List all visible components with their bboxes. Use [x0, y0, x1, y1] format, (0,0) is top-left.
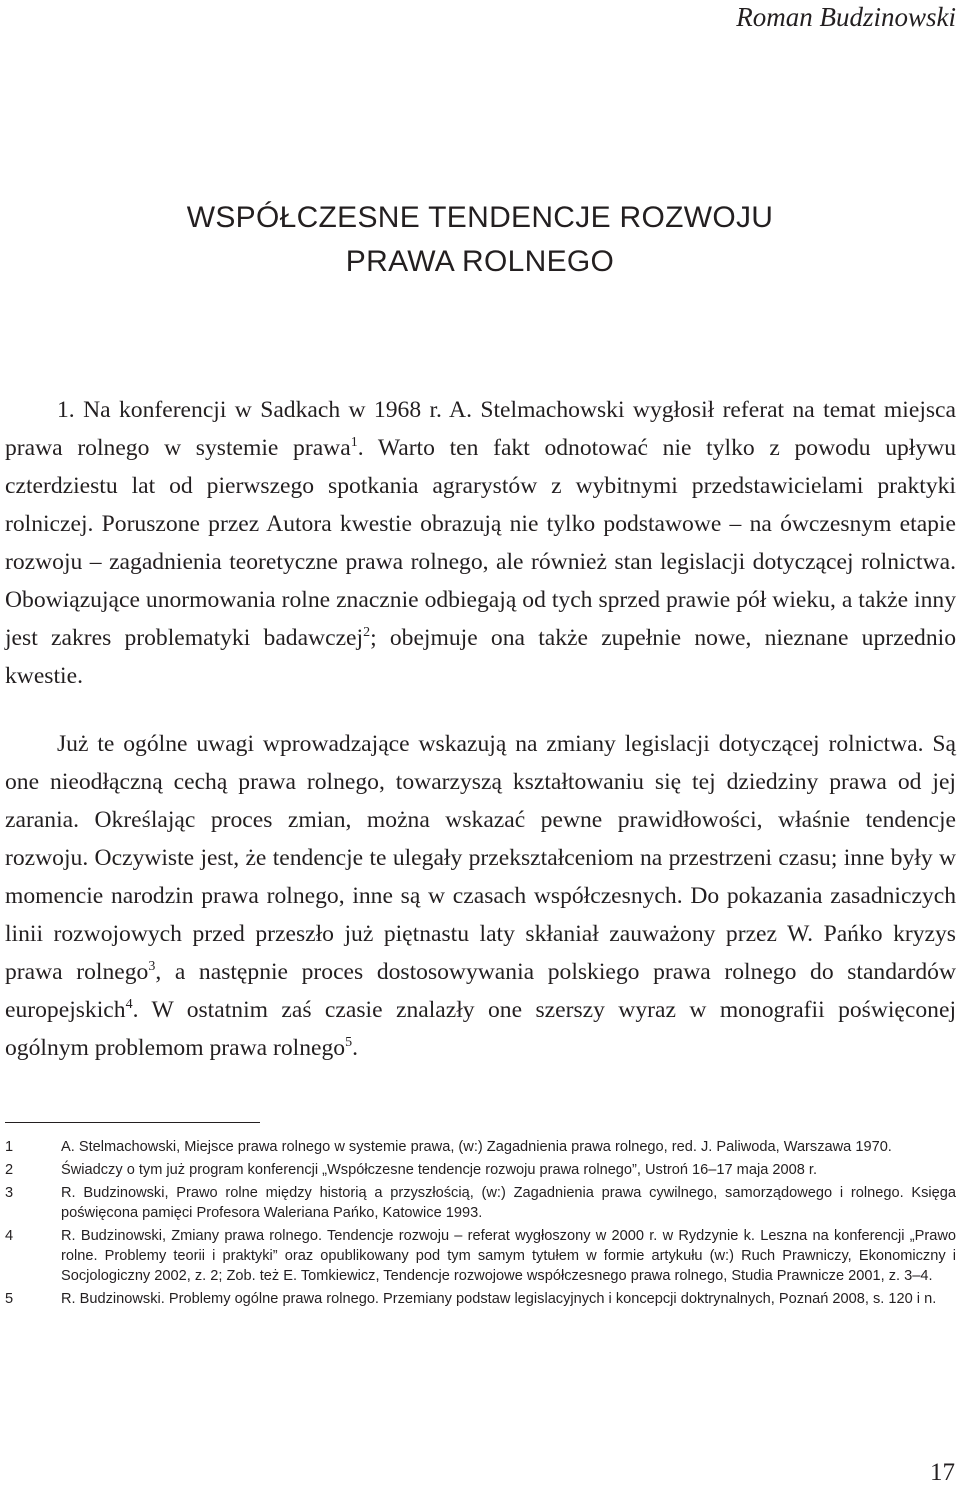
- page-number: 17: [930, 1459, 955, 1486]
- title-line-1: WSPÓŁCZESNE TENDENCJE ROZWOJU: [186, 201, 774, 234]
- paragraph-1: [5, 391, 956, 695]
- footnote-3: [5, 1183, 956, 1223]
- footnote-text: R. Budzinowski, Prawo rolne między historią a przyszłością, (w:) Zagadnienia prawa cywilnego, samorządowego i rolnego. Księga poświęcona pamięci Profesora Waleriana Pańko, Katowice 1993.: [61, 1185, 956, 1221]
- article-body: [5, 391, 956, 1067]
- footnote-text: R. Budzinowski, Zmiany prawa rolnego. Tendencje rozwoju – referat wygłoszony w 2000 r. w Rydzynie k. Leszna na konferencji „Prawo rolne. Problemy teorii i praktyki” oraz opublikowany pod tym samym tytułem w formie artykułu (w:) Ruch Prawniczy, Ekonomiczny i Socjologiczny 2002, z. 2; Zob. też E. Tomkiewicz, Tendencje rozwojowe współczesnego prawa rolnego, Studia Prawnicze 2001, z. 3–4.: [61, 1228, 956, 1284]
- footnote-number: 1: [5, 1139, 14, 1155]
- paragraph-2: [5, 725, 956, 1067]
- footnotes: [5, 1137, 956, 1312]
- paragraph-2-part-d: .: [352, 1035, 358, 1061]
- footnote-4: [5, 1226, 956, 1286]
- footnote-2: [5, 1160, 956, 1180]
- footnote-number: 3: [5, 1185, 14, 1201]
- article-title: [0, 196, 960, 284]
- footnote-ref-2[interactable]: 2: [363, 625, 371, 641]
- footnote-separator: [5, 1122, 260, 1123]
- footnote-text: R. Budzinowski. Problemy ogólne prawa rolnego. Przemiany podstaw legislacyjnych i koncepcji doktrynalnych, Poznań 2008, s. 120 i n.: [61, 1291, 937, 1307]
- footnote-number: 5: [5, 1291, 14, 1307]
- paragraph-1-part-c: ; obejmuje ona także zupełnie nowe, nieznane uprzednio kwestie.: [5, 625, 956, 689]
- footnote-text: A. Stelmachowski, Miejsce prawa rolnego w systemie prawa, (w:) Zagadnienia prawa rolnego, red. J. Paliwoda, Warszawa 1970.: [61, 1139, 892, 1155]
- footnote-number: 4: [5, 1228, 14, 1244]
- footnote-ref-3[interactable]: 3: [148, 959, 156, 975]
- footnote-ref-4[interactable]: 4: [125, 997, 133, 1013]
- paragraph-1-part-a: 1. Na konferencji w Sadkach w 1968 r. A. Stelmachowski wygłosił referat na temat miejsca prawa rolnego w systemie prawa: [5, 397, 956, 461]
- paragraph-2-part-c: . W ostatnim zaś czasie znalazły one szerszy wyraz w monografii poświęconej ogólnym problemom prawa rolnego: [5, 997, 956, 1061]
- footnote-ref-1[interactable]: 1: [350, 435, 358, 451]
- paragraph-1-part-b: . Warto ten fakt odnotować nie tylko z powodu upływu czterdziestu lat od pierwszego spotkania agrarystów z wybitnymi przedstawicielami praktyki rolniczej. Poruszone przez Autora kwestie obrazują nie tylko podstawowe – na ówczesnym etapie rozwoju – zagadnienia teoretyczne prawa rolnego, ale również stan legislacji dotyczącej rolnictwa. Obowiązujące unormowania rolne znacznie odbiegają od tych sprzed prawie pół wieku, a także inny jest zakres problematyki badawczej: [5, 435, 956, 651]
- paragraph-2-part-b: , a następnie proces dostosowywania polskiego prawa rolnego do standardów europejskich: [5, 959, 956, 1023]
- title-line-2: PRAWA ROLNEGO: [345, 245, 615, 278]
- footnote-5: [5, 1289, 956, 1309]
- paragraph-2-part-a: Już te ogólne uwagi wprowadzające wskazują na zmiany legislacji dotyczącej rolnictwa. Są one nieodłączną cechą prawa rolnego, towarzyszą kształtowaniu się tej dziedziny prawa od jej zarania. Określając proces zmian, można wskazać pewne prawidłowości, właśnie tendencje rozwoju. Oczywiste jest, że tendencje te ulegały przekształceniom na przestrzeni czasu; inne były w momencie narodzin prawa rolnego, inne są w czasach współczesnych. Do pokazania zasadniczych linii rozwojowych przed przeszło już piętnastu laty skłaniał zauważony przez W. Pańko kryzys prawa rolnego: [5, 731, 956, 985]
- footnote-ref-5[interactable]: 5: [345, 1035, 353, 1051]
- footnote-number: 2: [5, 1162, 14, 1178]
- running-header: Roman Budzinowski: [736, 2, 956, 32]
- footnote-1: [5, 1137, 956, 1157]
- footnote-text: Świadczy o tym już program konferencji „Współczesne tendencje rozwoju prawa rolnego”, Ustroń 16–17 maja 2008 r.: [61, 1162, 817, 1178]
